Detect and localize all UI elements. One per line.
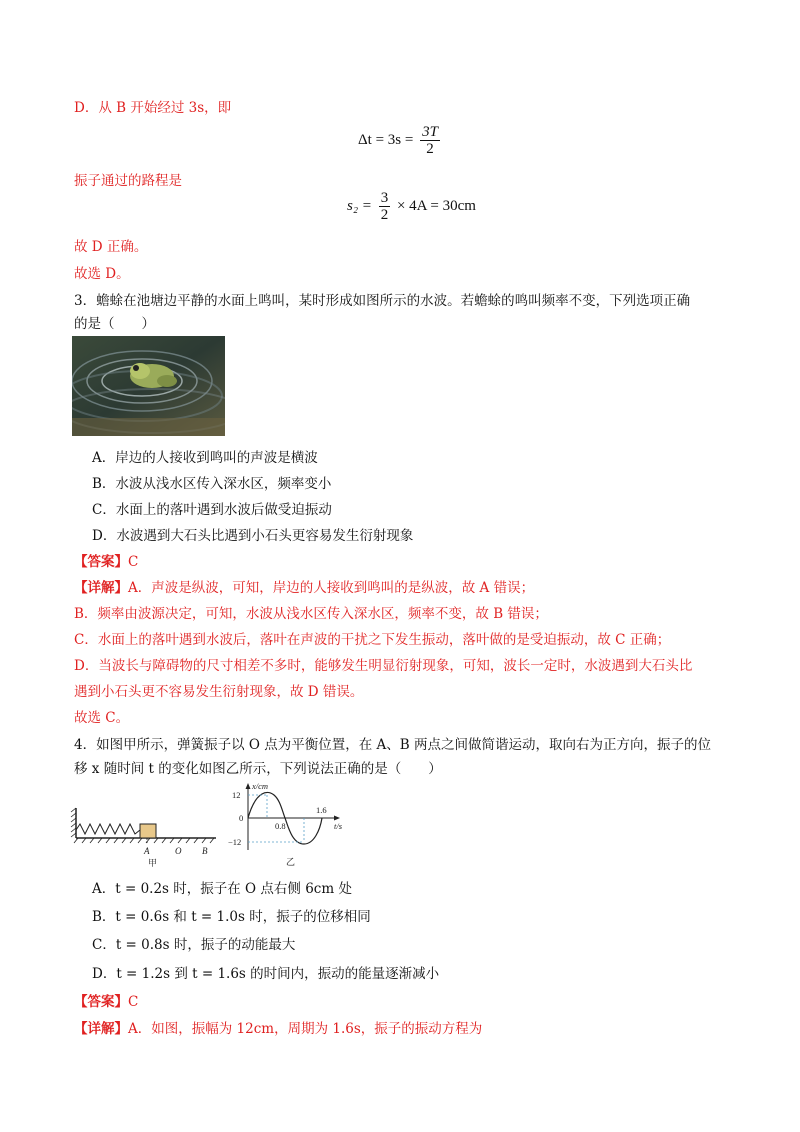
q4-option-c: C．t = 0.8s 时，振子的动能最大 (92, 937, 296, 953)
q2-conclusion: 故 D 正确。 (74, 239, 148, 255)
y-tick-0: 0 (239, 813, 244, 823)
q4-stem-line1: 4．如图甲所示，弹簧振子以 O 点为平衡位置，在 A、B 两点之间做简谐运动，取向右为正方向，振子的位 (74, 737, 711, 753)
q3-detail-d-line1: D．当波长与障碍物的尺寸相差不多时，能够发生明显衍射现象，可知，波长一定时，水波遇到大石头比 (74, 658, 693, 674)
q4-answer-line (74, 990, 138, 1010)
q2-path-text: 振子通过的路程是 (74, 173, 182, 189)
q3-answer-line (74, 550, 138, 570)
figure-xt-graph (226, 780, 356, 868)
q4-answer-value: C (128, 994, 139, 1010)
eq2-numerator: 3 (380, 190, 389, 206)
q4-stem-line2: 移 x 随时间 t 的变化如图乙所示，下列说法正确的是（ ） (74, 761, 442, 777)
q3-detail-tag: 【详解】 (74, 580, 128, 596)
eq1-fraction (420, 124, 440, 157)
q2-equation-1 (358, 124, 443, 157)
y-tick-12: 12 (232, 790, 241, 800)
y-axis-label: x/cm (252, 781, 269, 791)
frog-water-photo (72, 336, 225, 436)
q4-detail-a: A．如图，振幅为 12cm，周期为 1.6s，振子的振动方程为 (128, 1021, 483, 1037)
q3-detail-d-line2: 遇到小石头更不容易发生衍射现象，故 D 错误。 (74, 684, 364, 700)
eq1-lhs: Δt = 3s = (358, 131, 414, 148)
q3-detail-b: B．频率由波源决定，可知，水波从浅水区传入深水区，频率不变，故 B 错误； (74, 606, 548, 622)
q2-option-d-text: D．从 B 开始经过 3s，即 (74, 100, 232, 116)
eq2-fraction (379, 190, 391, 223)
q4-detail-tag: 【详解】 (74, 1021, 128, 1037)
q3-detail-c: C．水面上的落叶遇到水波后，落叶在声波的干扰之下发生振动，落叶做的是受迫振动，故 C 正确； (74, 632, 671, 648)
fig-caption-jia: 甲 (148, 859, 158, 869)
x-tick-0-8: 0.8 (275, 821, 286, 831)
figure-spring-oscillator (70, 800, 220, 868)
q4-option-a: A．t = 0.2s 时，振子在 O 点右侧 6cm 处 (92, 881, 352, 897)
q3-answer-tag: 【答案】 (74, 554, 128, 570)
eq2-denominator: 2 (380, 207, 389, 223)
x-axis-label: t/s (334, 821, 343, 831)
q3-stem-line1: 3．蟾蜍在池塘边平静的水面上鸣叫，某时形成如图所示的水波。若蟾蜍的鸣叫频率不变，下列选项正确 (74, 293, 691, 309)
eq2-lhs: s₂ = (347, 197, 372, 214)
eq1-numerator: 3T (422, 124, 438, 140)
q3-stem-line2: 的是（ ） (74, 316, 155, 332)
fig-label-a: A (144, 846, 150, 856)
q3-detail-a-line (74, 576, 534, 596)
q2-equation-2 (347, 190, 476, 223)
q4-answer-tag: 【答案】 (74, 994, 128, 1010)
q3-option-a: A．岸边的人接收到鸣叫的声波是横波 (92, 450, 318, 466)
q2-choose: 故选 D。 (74, 266, 130, 282)
fig-label-o: O (175, 846, 182, 856)
q3-detail-a: A．声波是纵波，可知，岸边的人接收到鸣叫的是纵波，故 A 错误； (128, 580, 535, 596)
q4-option-d: D．t = 1.2s 到 t = 1.6s 的时间内，振动的能量逐渐减小 (92, 966, 440, 982)
q3-option-c: C．水面上的落叶遇到水波后做受迫振动 (92, 502, 332, 518)
q4-detail-a-line (74, 1017, 482, 1037)
q4-option-b: B．t = 0.6s 和 t = 1.0s 时，振子的位移相同 (92, 909, 371, 925)
fig-label-b: B (202, 846, 208, 856)
q3-option-b: B．水波从浅水区传入深水区，频率变小 (92, 476, 332, 492)
eq1-denominator: 2 (426, 141, 434, 157)
y-tick-neg12: −12 (228, 837, 242, 847)
q3-choose: 故选 C。 (74, 710, 130, 726)
q3-option-d: D．水波遇到大石头比遇到小石头更容易发生衍射现象 (92, 528, 414, 544)
x-tick-1-6: 1.6 (316, 805, 327, 815)
q3-answer-value: C (128, 554, 139, 570)
fig-caption-yi: 乙 (286, 858, 296, 868)
eq2-rhs: × 4A = 30cm (396, 197, 476, 214)
